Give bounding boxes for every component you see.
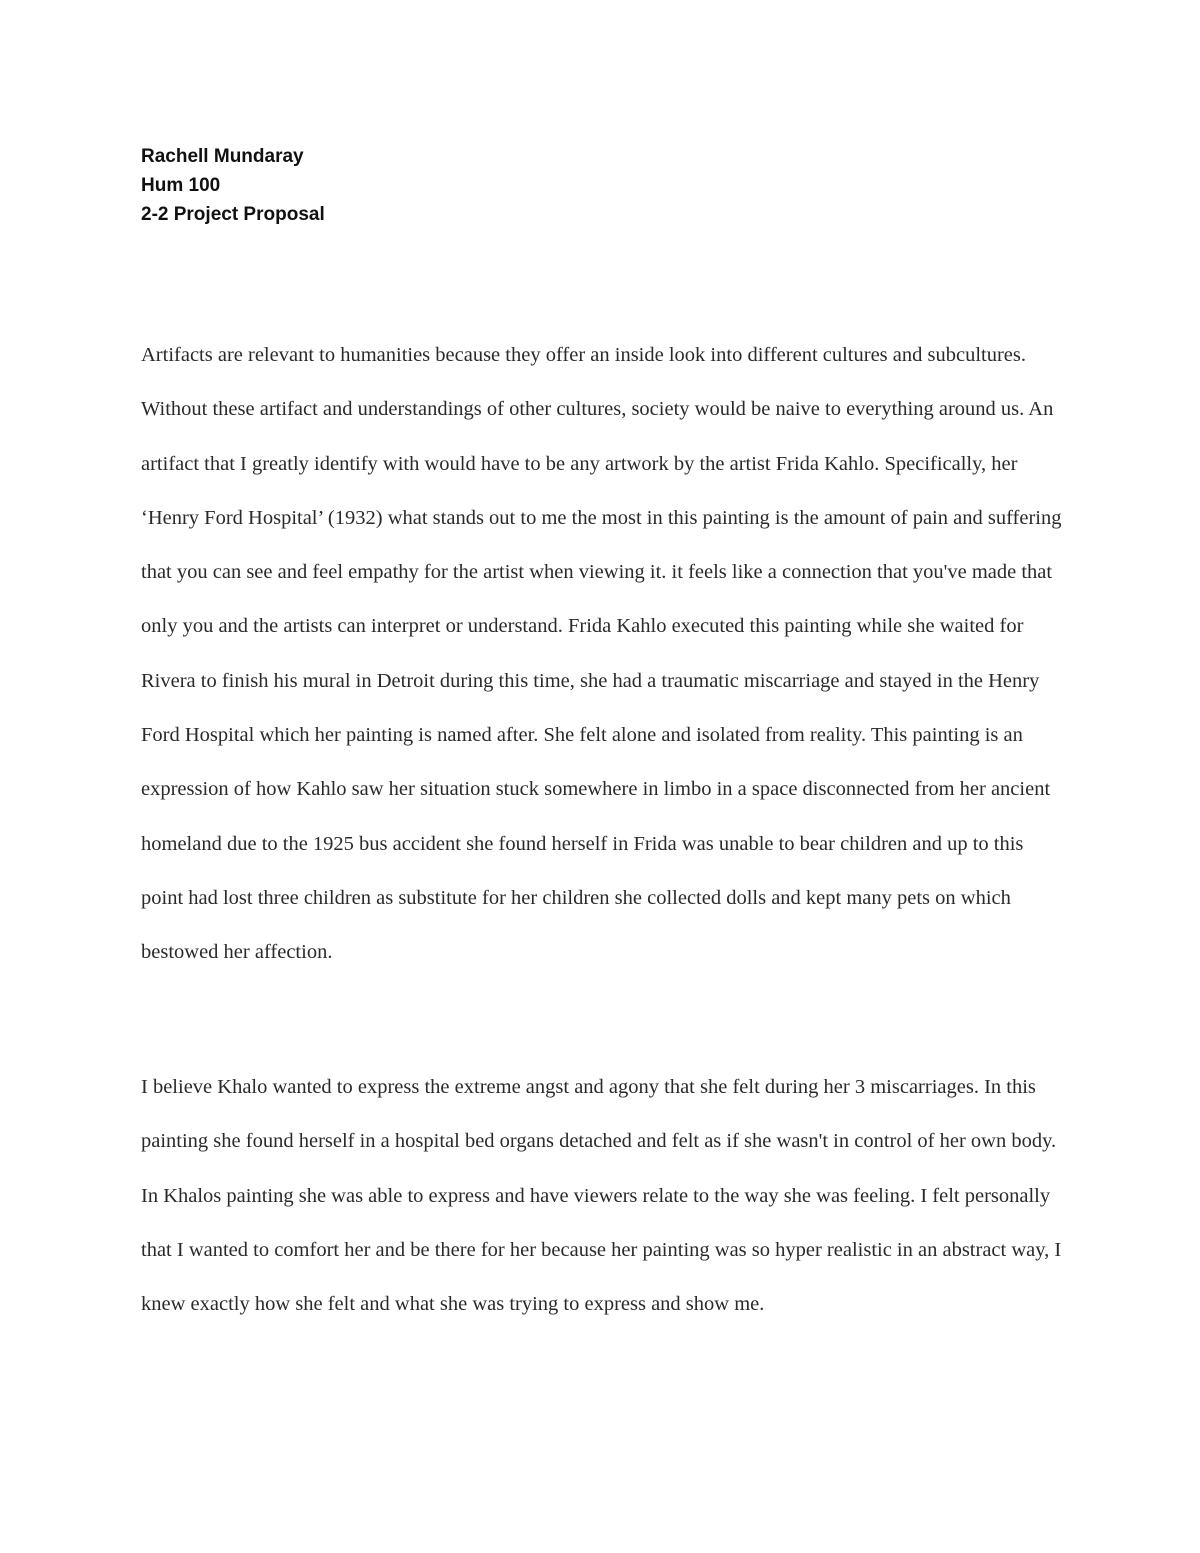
body-paragraph-1: Artifacts are relevant to humanities because they offer an inside look into different cultures and subcultures. Without these artifact and understandings of other cultures, society would be naive to everything around us. An artifact that I greatly identify with would have to be any artwork by the artist Frida Kahlo. Specifically, her ‘Henry Ford Hospital’ (1932) what stands out to me the most in this painting is the amount of pain and suffering that you can see and feel empathy for the artist when viewing it. it feels like a connection that you've made that only you and the artists can interpret or understand. Frida Kahlo executed this painting while she waited for Rivera to finish his mural in Detroit during this time, she had a traumatic miscarriage and stayed in the Henry Ford Hospital which her painting is named after. She felt alone and isolated from reality. This painting is an expression of how Kahlo saw her situation stuck somewhere in limbo in a space disconnected from her ancient homeland due to the 1925 bus accident she found herself in Frida was unable to bear children and up to this point had lost three children as substitute for her children she collected dolls and kept many pets on which bestowed her affection. bbox=[141, 344, 1062, 964]
author-name: Rachell Mundaray bbox=[141, 146, 304, 167]
assignment-title: 2-2 Project Proposal bbox=[141, 204, 325, 225]
course-name: Hum 100 bbox=[141, 175, 221, 196]
body-paragraph-2: I believe Khalo wanted to express the extreme angst and agony that she felt during her 3 miscarriages. In this painting she found herself in a hospital bed organs detached and felt as if she wasn't in control of her own body. In Khalos painting she was able to express and have viewers relate to the way she was feeling. I felt personally that I wanted to comfort her and be there for her because her painting was so hyper realistic in an abstract way, I knew exactly how she felt and what she was trying to express and show me. bbox=[141, 1076, 1062, 1316]
document-header bbox=[141, 142, 325, 229]
